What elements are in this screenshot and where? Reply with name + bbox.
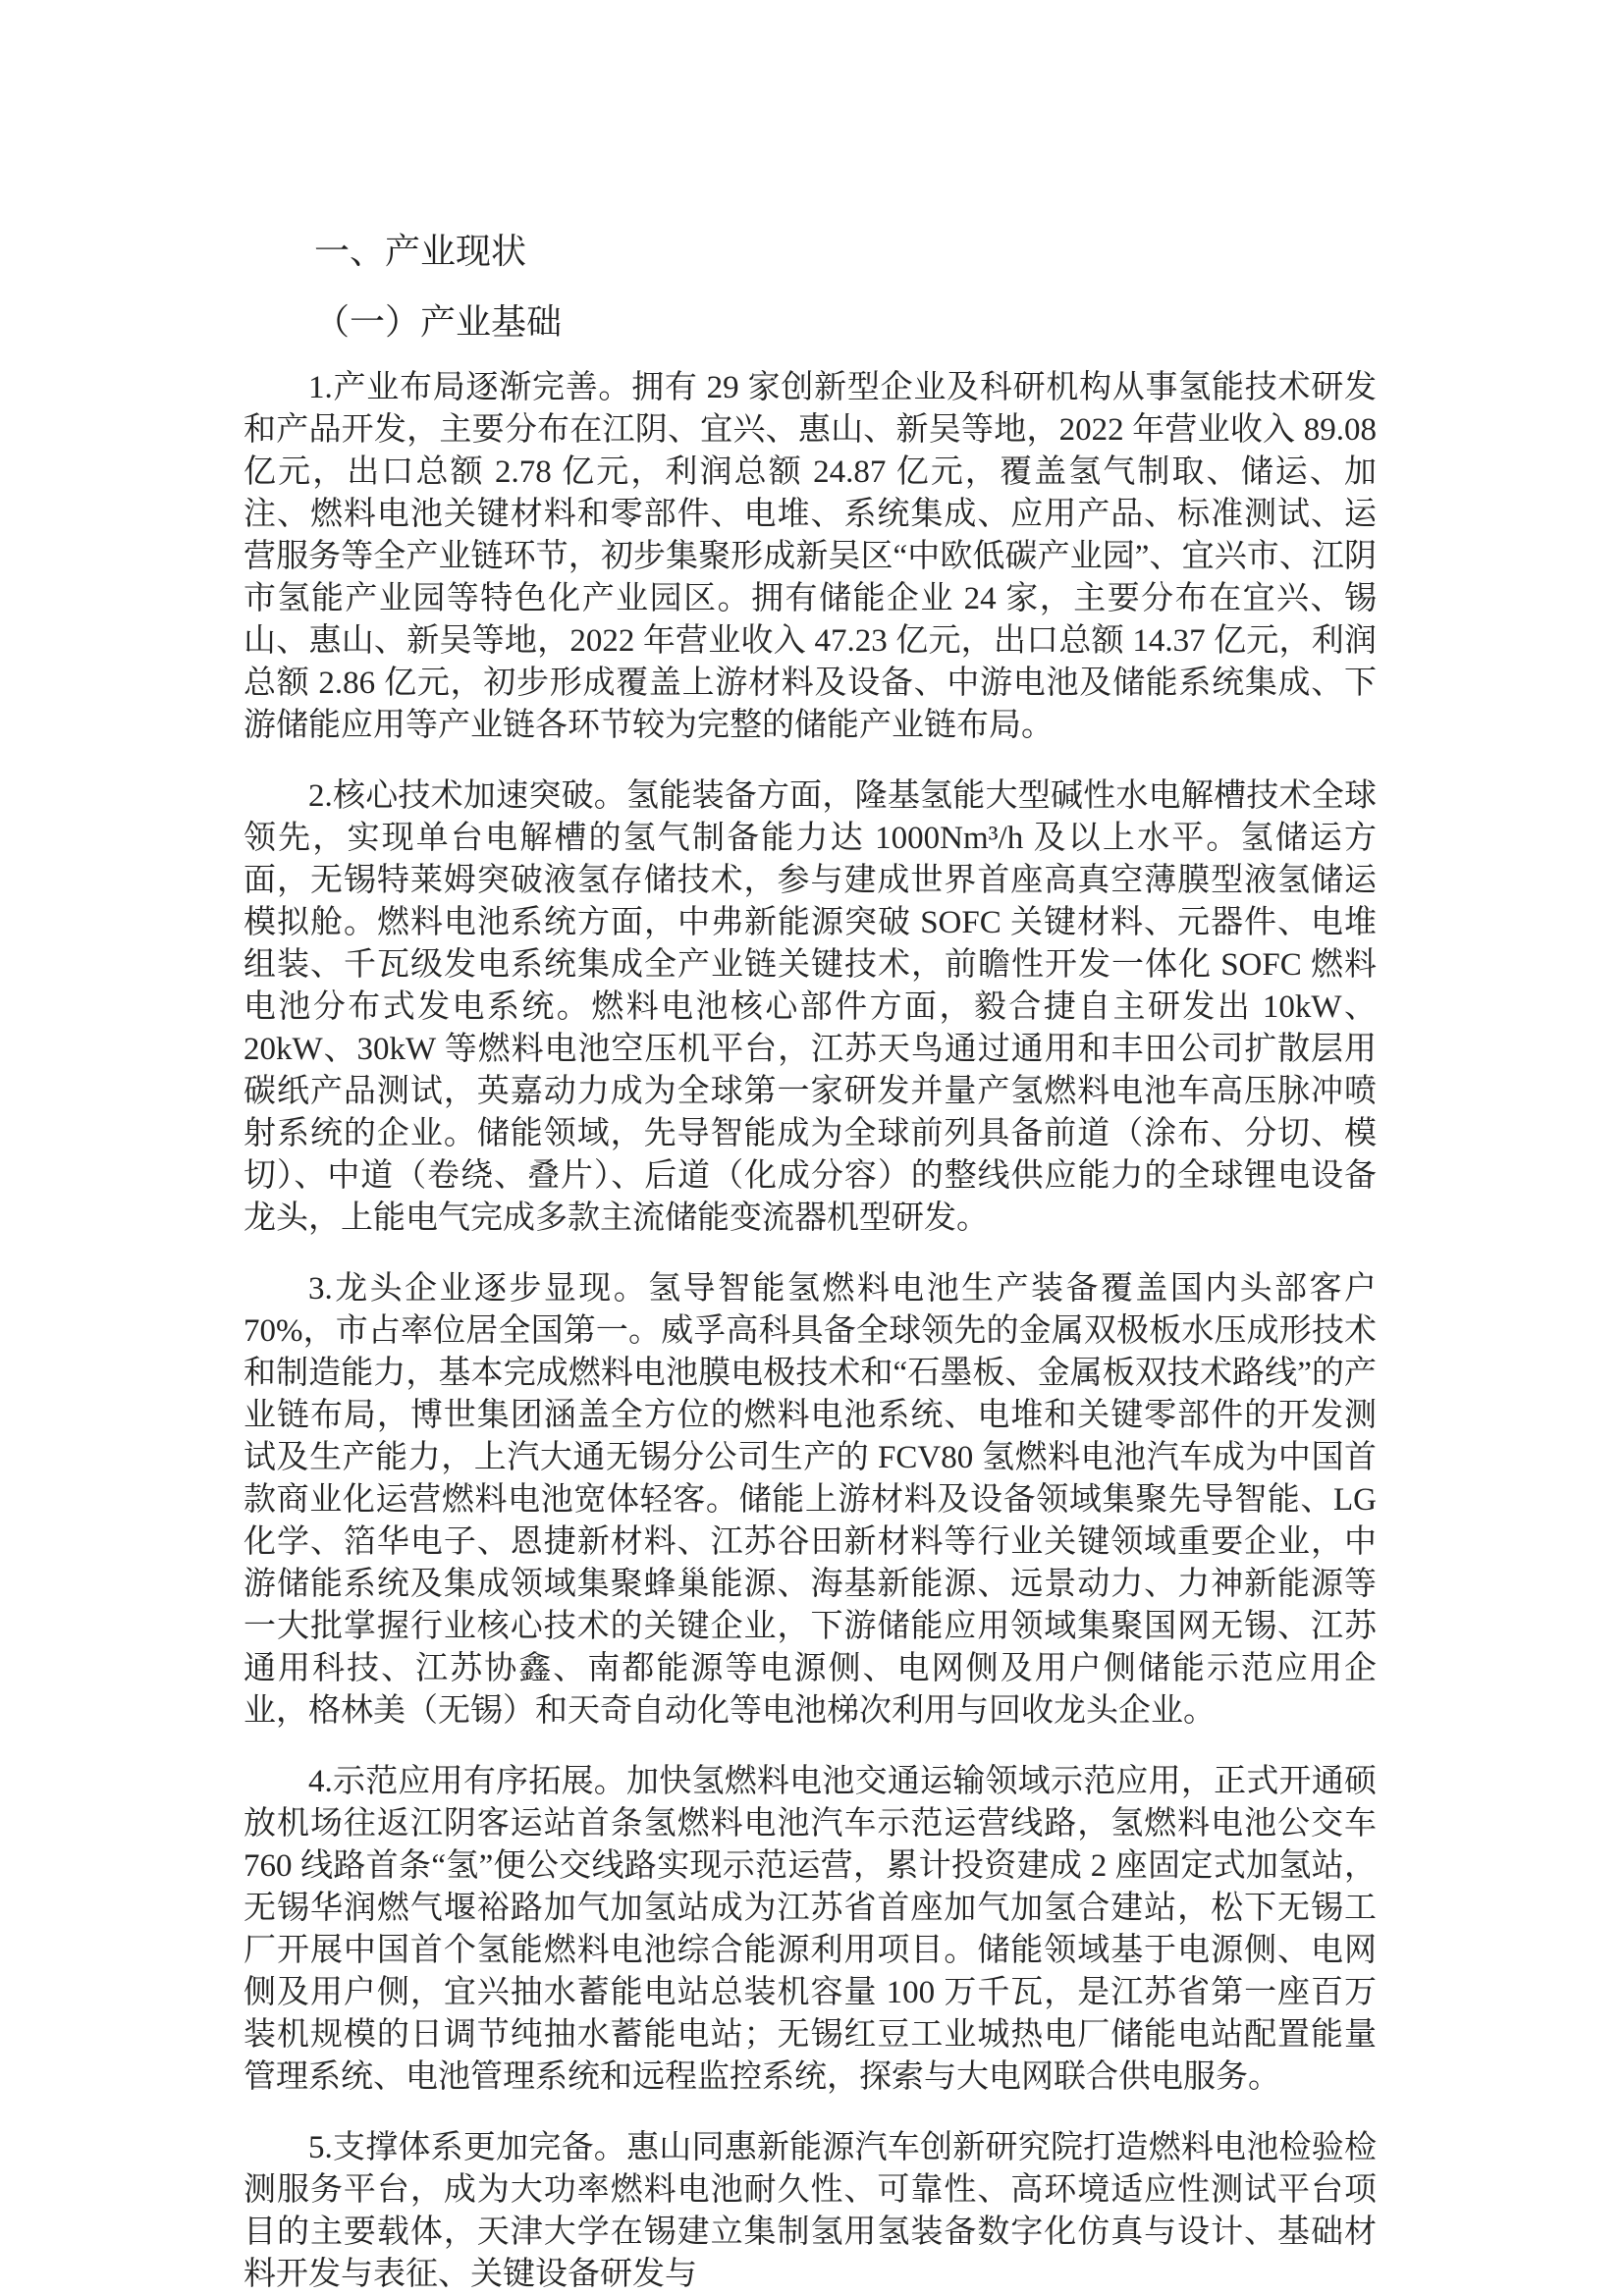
paragraph-core-technology: 2.核心技术加速突破。氢能装备方面，隆基氢能大型碱性水电解槽技术全球领先，实现单台电解槽的氢气制备能力达 1000Nm³/h 及以上水平。氢储运方面，无锡特莱姆突破液氢存储技术，参与建成世界首座高真空薄膜型液氢储运模拟舱。燃料电池系统方面，中弗新能源突破 SOFC 关键材料、元器件、电堆组装、千瓦级发电系统集成全产业链关键技术，前瞻性开发一体化 SOFC 燃料电池分布式发电系统。燃料电池核心部件方面，毅合捷自主研发出 10kW、20kW、30kW 等燃料电池空压机平台，江苏天鸟通过通用和丰田公司扩散层用碳纸产品测试，英嘉动力成为全球第一家研发并量产氢燃料电池车高压脉冲喷射系统的企业。储能领域，先导智能成为全球前列具备前道（涂布、分切、模切）、中道（卷绕、叠片）、后道（化成分容）的整线供应能力的全球锂电设备龙头，上能电气完成多款主流储能变流器机型研发。 — [244, 778, 1377, 1236]
heading-industry-status: 一、产业现状 — [314, 232, 527, 271]
paragraph-demonstration-applications: 4.示范应用有序拓展。加快氢燃料电池交通运输领域示范应用，正式开通硕放机场往返江阴客运站首条氢燃料电池汽车示范运营线路，氢燃料电池公交车 760 线路首条“氢”便公交线路实现示范运营，累计投资建成 2 座固定式加氢站，无锡华润燃气堰裕路加气加氢站成为江苏省首座加气加氢合建站，松下无锡工厂开展中国首个氢能燃料电池综合能源利用项目。储能领域基于电源侧、电网侧及用户侧，宜兴抽水蓄能电站总装机容量 100 万千瓦，是江苏省第一座百万装机规模的日调节纯抽水蓄能电站；无锡红豆工业城热电厂储能电站配置能量管理系统、电池管理系统和远程监控系统，探索与大电网联合供电服务。 — [244, 1764, 1377, 2095]
paragraph-industry-layout: 1.产业布局逐渐完善。拥有 29 家创新型企业及科研机构从事氢能技术研发和产品开发，主要分布在江阴、宜兴、惠山、新吴等地，2022 年营业收入 89.08 亿元，出口总额 2.78 亿元，利润总额 24.87 亿元，覆盖氢气制取、储运、加注、燃料电池关键材料和零部件、电堆、系统集成、应用产品、标准测试、运营服务等全产业链环节，初步集聚形成新吴区“中欧低碳产业园”、宜兴市、江阴市氢能产业园等特色化产业园区。拥有储能企业 24 家，主要分布在宜兴、锡山、惠山、新吴等地，2022 年营业收入 47.23 亿元，出口总额 14.37 亿元，利润总额 2.86 亿元，初步形成覆盖上游材料及设备、中游电池及储能系统集成、下游储能应用等产业链各环节较为完整的储能产业链布局。 — [244, 370, 1377, 743]
heading-industry-foundation: （一）产业基础 — [314, 302, 563, 342]
paragraph-leading-enterprises: 3.龙头企业逐步显现。氢导智能氢燃料电池生产装备覆盖国内头部客户 70%，市占率位居全国第一。威孚高科具备全球领先的金属双极板水压成形技术和制造能力，基本完成燃料电池膜电极技术和“石墨板、金属板双技术路线”的产业链布局，博世集团涵盖全方位的燃料电池系统、电堆和关键零部件的开发测试及生产能力，上汽大通无锡分公司生产的 FCV80 氢燃料电池汽车成为中国首款商业化运营燃料电池宽体轻客。储能上游材料及设备领域集聚先导智能、LG 化学、箔华电子、恩捷新材料、江苏谷田新材料等行业关键领域重要企业，中游储能系统及集成领域集聚蜂巢能源、海基新能源、远景动力、力神新能源等一大批掌握行业核心技术的关键企业，下游储能应用领域集聚国网无锡、江苏通用科技、江苏协鑫、南都能源等电源侧、电网侧及用户侧储能示范应用企业，格林美（无锡）和天奇自动化等电池梯次利用与回收龙头企业。 — [244, 1271, 1377, 1729]
paragraph-support-system: 5.支撑体系更加完备。惠山同惠新能源汽车创新研究院打造燃料电池检验检测服务平台，成为大功率燃料电池耐久性、可靠性、高环境适应性测试平台项目的主要载体，天津大学在锡建立集制氢用氢装备数字化仿真与设计、基础材料开发与表征、关键设备研发与 — [244, 2130, 1377, 2292]
